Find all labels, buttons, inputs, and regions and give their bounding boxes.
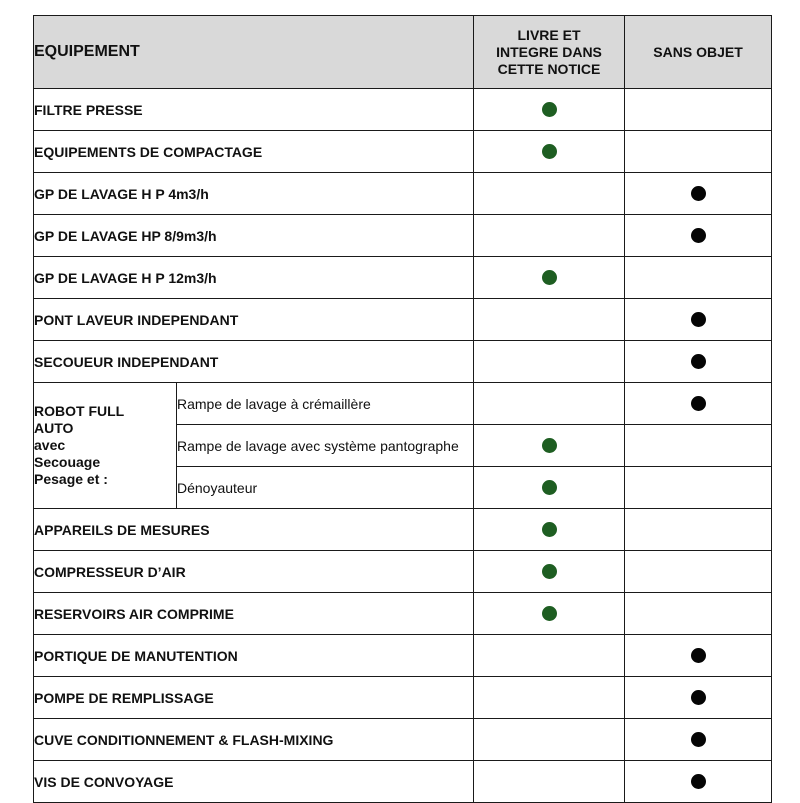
table-row xyxy=(34,215,772,257)
equipment-label: COMPRESSEUR D’AIR xyxy=(34,551,474,593)
not-applicable-dot-icon xyxy=(691,732,706,747)
group-label-line: AUTO xyxy=(34,420,74,436)
not-applicable-cell xyxy=(625,467,772,509)
delivered-cell xyxy=(474,551,625,593)
not-applicable-dot-icon xyxy=(691,312,706,327)
not-applicable-dot-icon xyxy=(691,396,706,411)
delivered-dot-icon xyxy=(542,522,557,537)
delivered-dot-icon xyxy=(542,102,557,117)
equipment-label: FILTRE PRESSE xyxy=(34,89,474,131)
delivered-cell xyxy=(474,299,625,341)
equipment-label: VIS DE CONVOYAGE xyxy=(34,761,474,803)
not-applicable-cell xyxy=(625,509,772,551)
not-applicable-dot-icon xyxy=(691,354,706,369)
table-row xyxy=(34,761,772,803)
equipment-label: SECOUEUR INDEPENDANT xyxy=(34,341,474,383)
not-applicable-cell xyxy=(625,299,772,341)
not-applicable-cell xyxy=(625,257,772,299)
delivered-dot-icon xyxy=(542,270,557,285)
table-row xyxy=(34,383,772,425)
not-applicable-cell xyxy=(625,173,772,215)
equipment-table xyxy=(33,15,772,803)
sub-equipment-label: Dénoyauteur xyxy=(177,467,474,509)
delivered-cell xyxy=(474,677,625,719)
delivered-cell xyxy=(474,89,625,131)
delivered-dot-icon xyxy=(542,144,557,159)
delivered-cell xyxy=(474,383,625,425)
delivered-cell xyxy=(474,215,625,257)
not-applicable-cell xyxy=(625,593,772,635)
equipment-label: APPAREILS DE MESURES xyxy=(34,509,474,551)
not-applicable-cell xyxy=(625,719,772,761)
equipment-label: PONT LAVEUR INDEPENDANT xyxy=(34,299,474,341)
table-row xyxy=(34,299,772,341)
header-delivered xyxy=(474,16,625,89)
not-applicable-cell xyxy=(625,341,772,383)
not-applicable-cell xyxy=(625,761,772,803)
delivered-cell xyxy=(474,593,625,635)
table-row xyxy=(34,677,772,719)
delivered-cell xyxy=(474,761,625,803)
not-applicable-cell xyxy=(625,89,772,131)
delivered-cell xyxy=(474,635,625,677)
header-equipment: EQUIPEMENT xyxy=(34,16,474,89)
delivered-cell xyxy=(474,131,625,173)
equipment-label: PORTIQUE DE MANUTENTION xyxy=(34,635,474,677)
delivered-dot-icon xyxy=(542,606,557,621)
not-applicable-dot-icon xyxy=(691,648,706,663)
group-label-line: avec xyxy=(34,437,66,453)
equipment-label: POMPE DE REMPLISSAGE xyxy=(34,677,474,719)
not-applicable-dot-icon xyxy=(691,690,706,705)
not-applicable-cell xyxy=(625,677,772,719)
not-applicable-dot-icon xyxy=(691,186,706,201)
delivered-cell xyxy=(474,509,625,551)
delivered-cell xyxy=(474,173,625,215)
not-applicable-cell xyxy=(625,131,772,173)
delivered-cell xyxy=(474,719,625,761)
delivered-cell xyxy=(474,425,625,467)
delivered-dot-icon xyxy=(542,564,557,579)
delivered-dot-icon xyxy=(542,438,557,453)
table-row xyxy=(34,341,772,383)
equipment-label: GP DE LAVAGE H P 12m3/h xyxy=(34,257,474,299)
sub-equipment-label: Rampe de lavage avec système pantographe xyxy=(177,425,474,467)
equipment-label: RESERVOIRS AIR COMPRIME xyxy=(34,593,474,635)
header-delivered-line: CETTE NOTICE xyxy=(497,60,601,77)
table-row xyxy=(34,509,772,551)
not-applicable-cell xyxy=(625,425,772,467)
table-row xyxy=(34,635,772,677)
not-applicable-cell xyxy=(625,215,772,257)
table-row xyxy=(34,593,772,635)
delivered-dot-icon xyxy=(542,480,557,495)
delivered-cell xyxy=(474,467,625,509)
table-row xyxy=(34,173,772,215)
not-applicable-dot-icon xyxy=(691,228,706,243)
group-label xyxy=(34,383,177,509)
delivered-cell xyxy=(474,257,625,299)
table-row xyxy=(34,89,772,131)
table-row xyxy=(34,131,772,173)
not-applicable-cell xyxy=(625,383,772,425)
header-not-applicable: SANS OBJET xyxy=(625,16,772,89)
group-label-line: ROBOT FULL xyxy=(34,403,125,419)
not-applicable-dot-icon xyxy=(691,774,706,789)
table-header-row xyxy=(34,16,772,89)
equipment-label: GP DE LAVAGE HP 8/9m3/h xyxy=(34,215,474,257)
not-applicable-cell xyxy=(625,635,772,677)
equipment-label: CUVE CONDITIONNEMENT & FLASH-MIXING xyxy=(34,719,474,761)
sub-equipment-label: Rampe de lavage à crémaillère xyxy=(177,383,474,425)
table-row xyxy=(34,551,772,593)
not-applicable-cell xyxy=(625,551,772,593)
table-row xyxy=(34,257,772,299)
table-row xyxy=(34,719,772,761)
equipment-label: GP DE LAVAGE H P 4m3/h xyxy=(34,173,474,215)
equipment-label: EQUIPEMENTS DE COMPACTAGE xyxy=(34,131,474,173)
delivered-cell xyxy=(474,341,625,383)
header-delivered-line: LIVRE ET xyxy=(517,26,581,43)
group-label-line: Pesage et : xyxy=(34,471,108,487)
header-delivered-line: INTEGRE DANS xyxy=(496,43,602,60)
group-label-line: Secouage xyxy=(34,454,101,470)
